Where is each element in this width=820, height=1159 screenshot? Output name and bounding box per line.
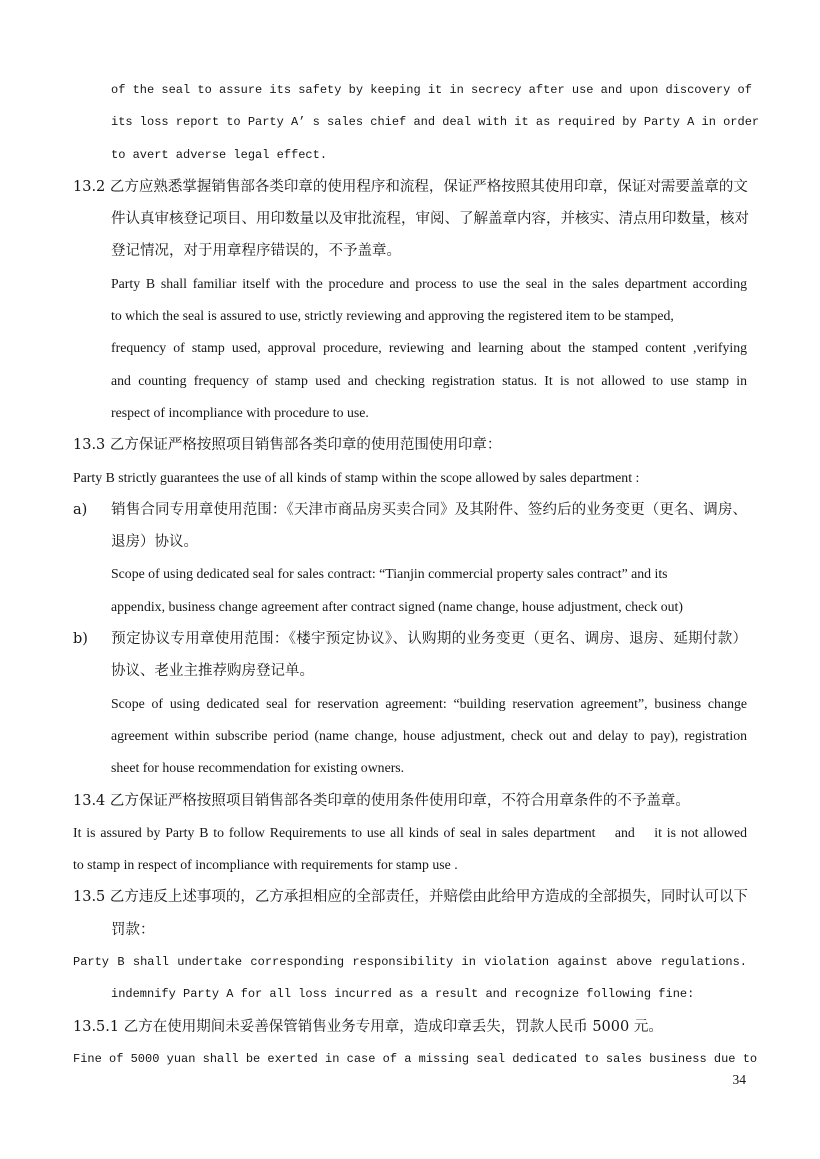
- clause-13-2-zh-line-2: 件认真审核登记项目、用印数量以及审批流程，审阅、了解盖章内容，并核实、清点用印数量，核对: [111, 211, 749, 228]
- clause-13-5-zh-line-2: 罚款：: [111, 921, 155, 938]
- clause-13-3-en: Party B strictly guarantees the use of all kinds of stamp within the scope allowed by sales department :: [73, 469, 640, 485]
- clause-13-4-en-line-1: It is assured by Party B to follow Requirements to use all kinds of seal in sales department and it is not allowed: [73, 824, 747, 840]
- item-b-en-line-1: Scope of using dedicated seal for reservation agreement: “building reservation agreement”, business change: [111, 695, 747, 711]
- document-body: [73, 74, 760, 1075]
- text-line-continuation-2: its loss report to Party A’ s sales chief and deal with it as required by Party A in order: [111, 115, 760, 130]
- item-a-en-line-2: appendix, business change agreement after contract signed (name change, house adjustment, check out): [111, 598, 683, 614]
- item-b-zh-line-1: [73, 623, 747, 655]
- item-b-text: 预定协议专用章使用范围：《楼宇预定协议》、认购期的业务变更（更名、调房、退房、延期付款）: [111, 631, 747, 648]
- clause-13-2-zh-line-1: 13.2 乙方应熟悉掌握销售部各类印章的使用程序和流程，保证严格按照其使用印章，保证对需要盖章的文: [73, 178, 748, 195]
- item-b-zh-line-2: 协议、老业主推荐购房登记单。: [111, 663, 314, 680]
- text-line-continuation-1: of the seal to assure its safety by keeping it in secrecy after use and upon discovery of: [111, 83, 752, 97]
- item-a-zh-line-1: [73, 494, 747, 526]
- item-b-en-line-3: sheet for house recommendation for existing owners.: [111, 760, 405, 776]
- clause-13-3-zh: 13.3 乙方保证严格按照项目销售部各类印章的使用范围使用印章：: [73, 437, 502, 454]
- item-b-marker: b): [73, 631, 88, 648]
- item-a-text: 销售合同专用章使用范围：《天津市商品房买卖合同》及其附件、签约后的业务变更（更名、调房、: [111, 501, 747, 518]
- clause-13-4-en-line-2: to stamp in respect of incompliance with requirements for stamp use .: [73, 857, 458, 873]
- clause-13-5-1-en: Fine of 5000 yuan shall be exerted in case of a missing seal dedicated to sales business due to: [73, 1051, 758, 1066]
- item-a-en-line-1: Scope of using dedicated seal for sales contract: “Tianjin commercial property sales contract” and its: [111, 566, 668, 582]
- clause-13-2-zh-line-3: 登记情况，对于用章程序错误的，不予盖章。: [111, 243, 401, 260]
- clause-13-2-en-line-2: to which the seal is assured to use, strictly reviewing and approving the registered item to be stamped,: [111, 308, 674, 324]
- item-a-marker: a): [73, 501, 88, 518]
- clause-13-5-en-line-2: indemnify Party A for all loss incurred as a result and recognize following fine:: [111, 987, 695, 1002]
- text-line-continuation-3: to avert adverse legal effect.: [111, 147, 328, 162]
- clause-13-5-en-line-1: Party B shall undertake corresponding responsibility in violation against above regulations.: [73, 955, 747, 970]
- page-number: 34: [732, 1072, 746, 1087]
- clause-13-2-en-line-4: and counting frequency of stamp used and checking registration status. It is not allowed to use stamp in: [111, 372, 747, 388]
- clause-13-5-1-zh: 13.5.1 乙方在使用期间未妥善保管销售业务专用章，造成印章丢失，罚款人民币 5000 元。: [73, 1018, 663, 1035]
- clause-13-2-en-line-3: frequency of stamp used, approval procedure, reviewing and learning about the stamped content ,verifying: [111, 340, 747, 356]
- clause-13-4-zh: 13.4 乙方保证严格按照项目销售部各类印章的使用条件使用印章，不符合用章条件的不予盖章。: [73, 792, 690, 809]
- clause-13-2-en-line-1: Party B shall familiar itself with the procedure and process to use the seal in the sales department according: [111, 275, 747, 291]
- clause-13-5-zh-line-1: 13.5 乙方违反上述事项的，乙方承担相应的全部责任，并赔偿由此给甲方造成的全部损失，同时认可以下: [73, 889, 748, 906]
- item-b-en-line-2: agreement within subscribe period (name change, house adjustment, check out and delay to pay), registration: [111, 727, 747, 743]
- item-a-zh-line-2: 退房）协议。: [111, 534, 198, 551]
- clause-13-2-en-line-5: respect of incompliance with procedure to use.: [111, 404, 369, 420]
